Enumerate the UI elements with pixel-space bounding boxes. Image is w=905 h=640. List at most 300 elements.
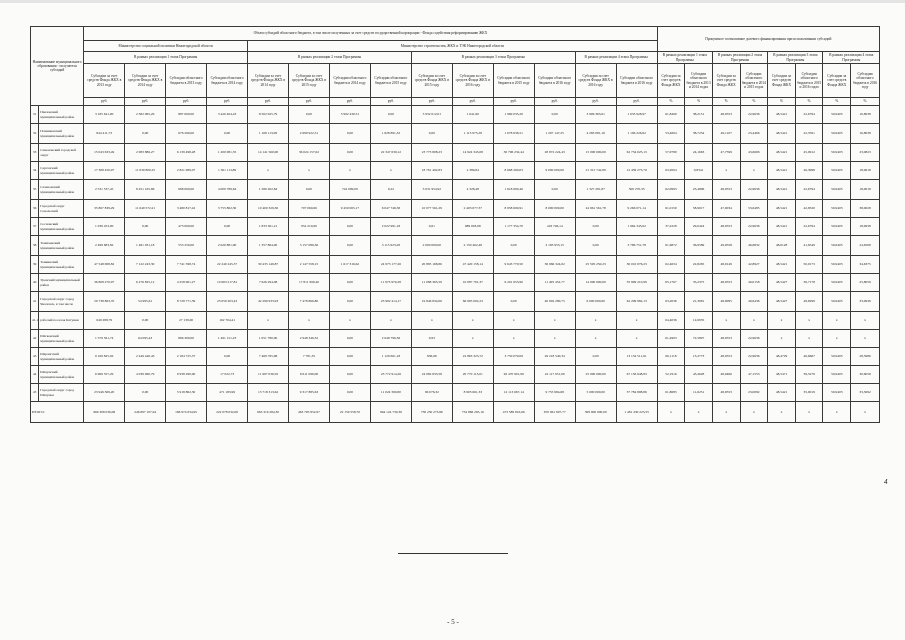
amount-cell: 3 755 862,30 (207, 200, 248, 218)
percent-cell: 48,9553 (712, 348, 740, 366)
percent-cell: 34,6375 (851, 256, 880, 274)
municipality-name: Городской округ город Шахунья (39, 384, 84, 402)
total-amount-cell: 463 795 852,97 (289, 402, 330, 423)
amount-cell: 8 903 661,33 (452, 384, 493, 402)
stage1-header: В рамках реализации 1 этапа Программы (84, 52, 248, 64)
percent-cell: 58,9017 (685, 200, 713, 218)
percent-cell: 39,5279 (795, 366, 823, 384)
percent-cell: 50,9403 (823, 162, 851, 180)
percent-cell: 48,6128 (768, 236, 796, 256)
amount-cell: 37 784 808,86 (616, 384, 657, 402)
share-col-header: Субсидии за счет средств Фонда ЖКХ (712, 64, 740, 98)
total-percent-cell: x (657, 402, 685, 423)
amount-cell: 0,00 (575, 218, 616, 236)
amount-cell: 2 403 077,37 (452, 200, 493, 218)
percent-cell: 25,8059 (851, 274, 880, 292)
amount-cell: 3 750 079,09 (493, 348, 534, 366)
percent-cell: x (712, 162, 740, 180)
amount-cell: 836,99 (411, 348, 452, 366)
total-percent-cell: x (768, 402, 796, 423)
unit-cell: % (657, 98, 685, 106)
amount-cell: 40 092 280,75 (534, 292, 575, 312)
amount-cell: 2 184 725,37 (166, 348, 207, 366)
percent-cell: 22,9636 (740, 330, 768, 348)
percent-cell: 48,5421 (768, 144, 796, 162)
amount-cell: x (616, 330, 657, 348)
amount-cell: 2 382 065,29 (125, 106, 166, 124)
unit-cell: руб. (411, 98, 452, 106)
row-number: 34 (31, 162, 39, 180)
amount-cell: 6 047 746,58 (370, 200, 411, 218)
amount-cell: 26 218 540,34 (534, 348, 575, 366)
amount-cell: 0,00 (329, 330, 370, 348)
amount-cell: 1 200 081,35 (207, 144, 248, 162)
amount-cell: 707 060,66 (289, 200, 330, 218)
amount-cell: 7 781,35 (289, 348, 330, 366)
total-percent-cell: x (795, 402, 823, 423)
percent-cell: x (795, 330, 823, 348)
share-col-header: Субсидии за счет средств Фонда ЖКХ (657, 64, 685, 98)
corner-header: Наименование муниципального образования - получателя субсидий (31, 27, 84, 106)
percent-cell: 61,8490 (657, 106, 685, 124)
amount-cell: x (493, 312, 534, 330)
percent-cell: 18,9938 (851, 218, 880, 236)
amount-cell: 10 663 217,81 (207, 274, 248, 292)
table-row (31, 312, 880, 330)
percent-cell: 48,0095 (712, 292, 740, 312)
percent-cell: 22,9636 (740, 348, 768, 366)
amount-cell: 30 435 149,87 (248, 256, 289, 274)
percent-cell: 24,6568 (851, 236, 880, 256)
unit-cell: руб. (452, 98, 493, 106)
percent-cell: 38,2151 (685, 106, 713, 124)
amount-cell: 2 948 346,32 (289, 330, 330, 348)
table-row (31, 236, 880, 256)
amount-cell: 25 000 000,00 (575, 366, 616, 384)
amount-cell: 8 502 925,79 (248, 106, 289, 124)
percent-cell: 35,9019 (795, 384, 823, 402)
percent-cell: 48,5421 (768, 218, 796, 236)
amount-cell: 9 000 000,00 (534, 162, 575, 180)
row-number: 44 (31, 366, 39, 384)
amount-cell: 1 039 453,00 (84, 218, 125, 236)
row-number: 39 (31, 256, 39, 274)
amount-cell: 0,00 (289, 180, 330, 200)
percent-cell: 48,5421 (768, 384, 796, 402)
percent-cell: 50,9403 (823, 180, 851, 200)
amount-cell: 14 000 000,00 (575, 274, 616, 292)
amount-cell: 17 811 990,40 (289, 274, 330, 292)
col-header: Субсидии областного бюджета в 2014 году (329, 64, 370, 98)
amount-cell: 2 150 462,48 (452, 236, 493, 256)
municipality-name: Починковский муниципальный район (39, 124, 84, 144)
amount-cell: x (411, 312, 452, 330)
total-percent-cell: x (851, 402, 880, 423)
amount-cell: x (534, 330, 575, 348)
amount-cell: 13 134 511,91 (616, 348, 657, 366)
percent-cell: 45,0912 (795, 144, 823, 162)
percent-cell: 23,0082 (740, 384, 768, 402)
percent-cell: 48,9553 (712, 218, 740, 236)
col-header: Субсидии областного бюджета в 2016 году (534, 64, 575, 98)
total-amount-cell: 966 308 036,08 (84, 402, 125, 423)
amount-cell: 1 833 361,21 (248, 218, 289, 236)
amount-cell: 7 626 294,08 (248, 274, 289, 292)
amount-cell: 23 772 914,26 (370, 366, 411, 384)
amount-cell: 9 317 885,63 (289, 384, 330, 402)
amount-cell: x (575, 312, 616, 330)
amount-cell: 1 113 975,28 (452, 124, 493, 144)
amount-cell: 0,00 (534, 180, 575, 200)
percent-cell: 30,6058 (851, 366, 880, 384)
amount-cell: 8 611 096,00 (289, 366, 330, 384)
amount-cell: 24 973 177,26 (370, 256, 411, 274)
amount-cell: 4 283 081,16 (575, 124, 616, 144)
amount-cell: 10 077 561,29 (411, 200, 452, 218)
total-amount-cell: 1 481 430 223,55 (616, 402, 657, 423)
percent-cell: 22,9636 (740, 106, 768, 124)
amount-cell: 36 808 270,97 (84, 274, 125, 292)
amount-cell: 7 469 795,98 (248, 348, 289, 366)
amount-cell: 1 297 147,25 (534, 124, 575, 144)
amount-cell: 9 459 065,17 (329, 200, 370, 218)
amount-cell: 1 580 202,84 (248, 180, 289, 200)
percent-cell: 28,5986 (851, 348, 880, 366)
amount-cell: 0,00 (329, 236, 370, 256)
row-number: 45 (31, 384, 39, 402)
table-body (31, 106, 880, 423)
amount-cell: 96 076,32 (411, 384, 452, 402)
percent-cell: 47,7599 (712, 144, 740, 162)
amount-cell: 1 177 354,70 (493, 218, 534, 236)
municipality-name: Сергачский муниципальный район (39, 162, 84, 180)
amount-cell: 0,00 (125, 312, 166, 330)
col-header: Субсидии за счет средств Фонда ЖКХ в 2016 году (575, 64, 616, 98)
amount-cell: 1 051 780,00 (248, 330, 289, 348)
percent-cell: 62,0993 (657, 180, 685, 200)
amount-cell: 0,00 (493, 236, 534, 256)
amount-cell: 0,00 (125, 218, 166, 236)
unit-cell: руб. (207, 98, 248, 106)
row-number: 40 (31, 274, 39, 292)
percent-cell: 22,8265 (685, 256, 713, 274)
amount-cell: 30 966 324,02 (534, 256, 575, 274)
municipality-name: Павловский муниципальный район (39, 106, 84, 124)
percent-cell: x (712, 312, 740, 330)
col-header: Субсидии областного бюджета в 2014 году (207, 64, 248, 98)
percent-cell: 57,0780 (657, 144, 685, 162)
total-amount-cell: 734 866 295,16 (452, 402, 493, 423)
percent-cell: 50,9403 (823, 218, 851, 236)
amount-cell: 5 918 862,30 (166, 384, 207, 402)
row-number: 37 (31, 218, 39, 236)
table-row (31, 274, 880, 292)
amount-cell: 500 270,33 (616, 180, 657, 200)
unit-cell: руб. (370, 98, 411, 106)
amount-cell: x (370, 162, 411, 180)
percent-cell: 36,7178 (795, 274, 823, 292)
amount-cell: 0,00 (493, 292, 534, 312)
amount-cell: 15 043 633,49 (84, 144, 125, 162)
amount-cell: 3 031 954,92 (411, 180, 452, 200)
ministry2-header: Министерство строительства, ЖКХ и ТЭК Нижегородской области (248, 41, 658, 52)
unit-cell: руб. (493, 98, 534, 106)
amount-cell: 47 548 008,82 (84, 256, 125, 274)
percent-cell: 52,1916 (657, 366, 685, 384)
amount-cell: 3 906 363,91 (575, 106, 616, 124)
amount-cell: 0,00 (289, 106, 330, 124)
percent-cell: 48,5427 (768, 274, 796, 292)
amount-cell: 2 020 881,00 (207, 236, 248, 256)
amount-cell: 0,00 (207, 348, 248, 366)
amount-cell: 1 828 891,32 (370, 124, 411, 144)
municipality-name: Сосновский муниципальный район (39, 218, 84, 236)
percent-cell: 50,9403 (823, 256, 851, 274)
table-row (31, 180, 880, 200)
stage3-header: В рамках реализации 3 этапа Программы (411, 52, 575, 64)
amount-cell: 6 139 498,28 (166, 144, 207, 162)
amount-cell: 1 327 281,87 (575, 180, 616, 200)
share-col-header: Субсидии областного бюджета в 2014 и 2015 годах (740, 64, 768, 98)
col-header: Субсидии областного бюджета в 2015 году (493, 64, 534, 98)
percent-cell: 24,1663 (685, 144, 713, 162)
percent-cell: x (768, 330, 796, 348)
amount-cell: 10 087 791,37 (452, 274, 493, 292)
amount-cell: 553 250,00 (166, 236, 207, 256)
amount-cell: 47 420 158,14 (452, 256, 493, 274)
row-number: 41.1 (31, 312, 39, 330)
table-row (31, 348, 880, 366)
amount-cell: 3 786 751,78 (616, 236, 657, 256)
row-number: 38 (31, 236, 39, 256)
col-header: Субсидии за счет средств Фонда ЖКХ в 2015 году (411, 64, 452, 98)
amount-cell: 0,00 (575, 236, 616, 256)
scan-edge (0, 0, 905, 3)
amount-cell: 9 169 825,02 (84, 348, 125, 366)
amount-cell: x (452, 312, 493, 330)
amount-cell: 989 093,68 (452, 218, 493, 236)
amount-cell: 2 821 989,07 (166, 162, 207, 180)
unit-cell: % (851, 98, 880, 106)
percent-cell: 16,8038 (851, 124, 880, 144)
signature-line (398, 553, 508, 554)
amount-cell: 22 347 630,12 (370, 144, 411, 162)
amount-cell: 8 958 600,91 (493, 200, 534, 218)
percent-cell: 48,9553 (712, 384, 740, 402)
total-amount-cell: 246 897 107,94 (125, 402, 166, 423)
amount-cell: 14 141 560,00 (248, 144, 289, 162)
amount-cell: 6 969 357,29 (84, 366, 125, 384)
amount-cell: 54 995,61 (125, 292, 166, 312)
amount-cell: 20 770 113,01 (452, 366, 493, 384)
amount-cell: 742 099,09 (329, 180, 370, 200)
amount-cell: 471 183,99 (207, 384, 248, 402)
amount-cell: 0,00 (370, 106, 411, 124)
amount-cell: 8 668 269,03 (493, 162, 534, 180)
municipality-name: Шатковский муниципальный район (39, 330, 84, 348)
percent-cell: 41,6549 (795, 236, 823, 256)
amount-cell: x (289, 162, 330, 180)
amount-cell: 0,00 (329, 218, 370, 236)
amount-cell: x (534, 312, 575, 330)
percent-cell: 22,3591 (795, 124, 823, 144)
percent-cell: 49,9558 (712, 236, 740, 256)
unit-cell: руб. (329, 98, 370, 106)
total-percent-cell: x (823, 402, 851, 423)
percent-cell: 12,6935 (685, 312, 713, 330)
percent-cell: 22,6794 (795, 106, 823, 124)
amount-cell: 18 761 492,83 (411, 162, 452, 180)
table-row (31, 330, 880, 348)
total-percent-cell: x (712, 402, 740, 423)
amount-cell: 2 699 922,31 (289, 124, 330, 144)
row-number: 32 (31, 124, 39, 144)
unit-cell: руб. (125, 98, 166, 106)
row-number: 43 (31, 348, 39, 366)
percent-cell: 50,9403 (823, 124, 851, 144)
table-row (31, 256, 880, 274)
municipality-name: Тоншаевский муниципальный район (39, 236, 84, 256)
amount-cell: 36 024 157,02 (289, 144, 330, 162)
row-number: 31 (31, 106, 39, 124)
percent-cell: 49,8299 (795, 292, 823, 312)
amount-cell: 11 997 030,59 (248, 366, 289, 384)
amount-cell: 50 738 863,70 (84, 292, 125, 312)
amount-cell: 11 649 572,21 (125, 200, 166, 218)
side-mark: 4 (884, 478, 888, 486)
percent-cell: 36,9589 (685, 236, 713, 256)
amount-cell: 23 059 203,43 (207, 292, 248, 312)
amount-cell: 1 618 600,46 (493, 180, 534, 200)
percent-cell: 53,6485 (740, 200, 768, 218)
percent-cell: 40,0158 (740, 274, 768, 292)
amount-cell: 3 185 641,00 (84, 106, 125, 124)
percent-cell: 10,8038 (851, 106, 880, 124)
row-number: 42 (31, 330, 39, 348)
amount-cell: 866 300,00 (166, 330, 207, 348)
amount-cell: 162 764,41 (207, 312, 248, 330)
total-amount-cell: 473 589 816,66 (493, 402, 534, 423)
amount-cell: 62 734 025,13 (616, 144, 657, 162)
total-amount-cell: 663 316 284,30 (248, 402, 289, 423)
row-number: 33 (31, 144, 39, 162)
stage2-header: В рамках реализации 2 этапа Программы (248, 52, 412, 64)
amount-cell: 11 630 800,25 (125, 162, 166, 180)
amount-cell: 7 478 866,80 (289, 292, 330, 312)
amount-cell: 5 000 000,00 (575, 384, 616, 402)
amount-cell: x (493, 330, 534, 348)
percent-cell: 48,4729 (768, 348, 796, 366)
amount-cell: 22 117 951,09 (534, 366, 575, 384)
amount-cell: 11 024 390,80 (370, 384, 411, 402)
amount-cell: 12 113 667,14 (493, 384, 534, 402)
amount-cell: 0,93 (411, 330, 452, 348)
amount-cell: 17 022,73 (207, 366, 248, 384)
percent-cell: 62,4634 (657, 256, 685, 274)
amount-cell: 0,00 (125, 384, 166, 402)
table-row (31, 162, 880, 180)
percent-cell: 22,6794 (795, 180, 823, 200)
percent-cell: 47,0034 (712, 200, 740, 218)
percent-cell: 48,5421 (768, 180, 796, 200)
percent-cell: 48,9553 (712, 330, 740, 348)
amount-cell: 2 449 440,43 (125, 348, 166, 366)
percent-cell: 18,0018 (851, 180, 880, 200)
ministry1-header: Министерство социальной политики Нижегородской области (84, 41, 248, 52)
unit-cell: руб. (575, 98, 616, 106)
amount-cell: 8 451 165,86 (125, 180, 166, 200)
percent-cell: 46,3998 (795, 162, 823, 180)
percent-cell: x (851, 312, 880, 330)
amount-cell: 22 863 323,72 (452, 348, 493, 366)
total-amount-cell: 670 961 697,77 (534, 402, 575, 423)
amount-cell: 1 357 864,00 (248, 236, 289, 256)
amount-cell: 2 083 886,27 (125, 144, 166, 162)
amount-cell: 67 156 648,83 (616, 366, 657, 384)
unit-cell: руб. (166, 98, 207, 106)
col-header: Субсидии за счет средств Фонда ЖКХ в 2014 году (248, 64, 289, 98)
percent-cell: 64,4036 (657, 312, 685, 330)
amount-cell: 23 946 369,20 (84, 384, 125, 402)
amount-cell: 20 895 168,86 (411, 256, 452, 274)
percent-cell: x (795, 312, 823, 330)
amount-cell: 17 368 450,97 (84, 162, 125, 180)
col-header: Субсидии за счет средств Фонда ЖКХ в 2015 году (289, 64, 330, 98)
amount-cell: 6 000 000,00 (575, 292, 616, 312)
amount-cell: 1 106 226,62 (616, 124, 657, 144)
amount-cell: 6 276 825,12 (125, 274, 166, 292)
amount-cell: 418 746,14 (534, 218, 575, 236)
unit-cell: руб. (616, 98, 657, 106)
amount-cell: 9 266 071,14 (616, 200, 657, 218)
total-amount-cell: 22 159 558,70 (329, 402, 370, 423)
percent-cell: 21,3081 (685, 292, 713, 312)
table-row (31, 292, 880, 312)
amount-cell: 2 147 558,15 (289, 256, 330, 274)
column-header-row (31, 64, 880, 98)
percent-cell: 22,6794 (795, 218, 823, 236)
percent-cell: 43,6606 (740, 144, 768, 162)
col-header: Субсидии за счет средств Фонда ЖКХ в 2014 году (125, 64, 166, 98)
percent-cell: 23,0823 (851, 144, 880, 162)
percent-cell: 61,4903 (657, 330, 685, 348)
percent-cell: 48,5421 (768, 162, 796, 180)
percent-cell: 13,2773 (685, 348, 713, 366)
shares-title: Процентное соотношение долевого финансирования при использовании субсидий (657, 27, 879, 52)
amount-cell: 11 088 365,59 (411, 274, 452, 292)
percent-cell: 23,4466 (740, 124, 768, 144)
municipality-name: рабочий поселок Катунки (39, 312, 84, 330)
amount-cell: 64 095,43 (125, 330, 166, 348)
percent-cell: 22,9636 (740, 180, 768, 200)
amount-cell: 30 010 076,23 (616, 256, 657, 274)
total-label: ИТОГО: (31, 402, 84, 423)
col-header: Субсидии областного бюджета в 2016 году (616, 64, 657, 98)
amount-cell: 6 201 653,90 (493, 274, 534, 292)
amount-cell: 1 129 661,18 (370, 348, 411, 366)
percent-cell: x (768, 312, 796, 330)
amount-cell: 2 531 537,45 (84, 180, 125, 200)
percent-cell: 38,7234 (685, 124, 713, 144)
percent-cell: 72,5897 (685, 330, 713, 348)
amount-cell: 7 741 598,74 (166, 256, 207, 274)
percent-cell: 0,8341 (685, 162, 713, 180)
municipality-name: Шарангский муниципальный район (39, 348, 84, 366)
amount-cell: 1 964 345,02 (616, 218, 657, 236)
subsidy-table (30, 26, 880, 423)
percent-cell: 42,8320 (795, 200, 823, 218)
amount-cell: 2 022 991,18 (370, 218, 411, 236)
